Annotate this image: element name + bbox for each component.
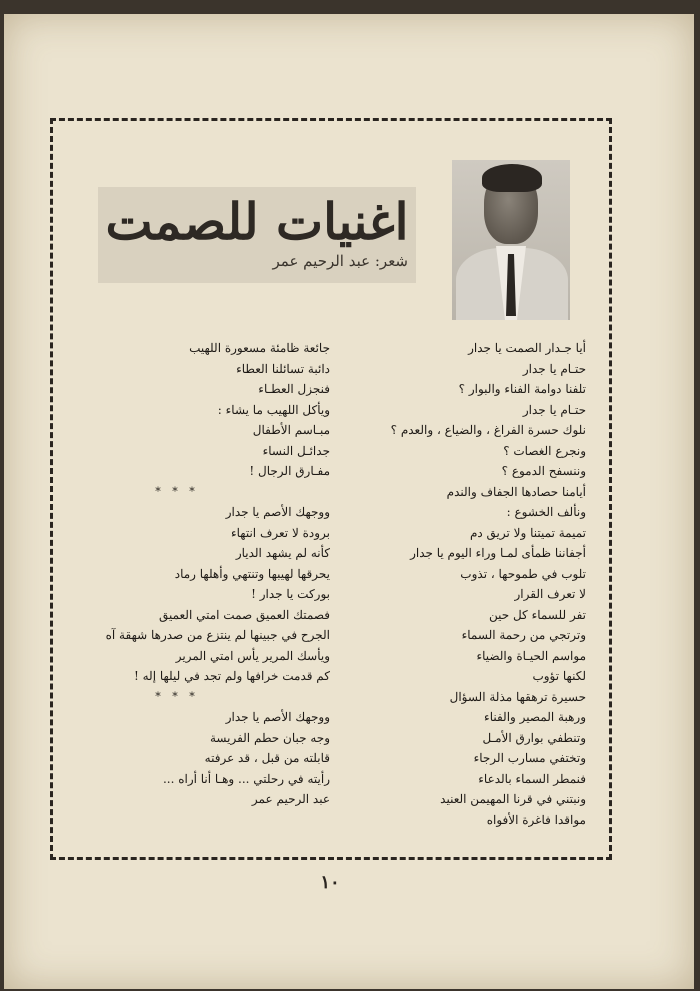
- poem-title: اغنيات للصمت: [105, 192, 409, 251]
- poem-line: مواقدا فاغرة الأفواه: [486, 812, 586, 827]
- poem-line: أيامنا حصادها الجفاف والندم: [446, 484, 586, 499]
- poem-line: وجه جبان حطم الفريسة: [209, 730, 330, 745]
- poem-line: تلوب في طموحها ، تذوب: [460, 566, 586, 581]
- poem-line: بوركت يا جدار !: [251, 587, 330, 601]
- poem-line: أجفاننا ظمأى لمـا وراء اليوم يا جدار: [410, 546, 586, 560]
- poem-line: كم قدمت خرافها ولم تجد في ليلها إله !: [133, 669, 330, 683]
- author-byline: شعر: عبد الرحيم عمر: [272, 252, 408, 270]
- poem-line: وتختفي مسارب الرجاء: [473, 751, 586, 765]
- poem-line: تلفنا دوامة الفناء والبوار ؟: [458, 382, 586, 396]
- poem-line: ونألف الخشوع :: [506, 505, 586, 519]
- poem-line: فصمتك العميق صمت امتي العميق: [158, 607, 330, 622]
- poem-line: عبد الرحيم عمر: [251, 792, 330, 806]
- poem-line: رأيته في رحلتي ... وهـا أنا أراه ...: [162, 771, 330, 786]
- poem-line: حسيرة ترهقها مذلة السؤال: [449, 689, 586, 704]
- poem-line: ويأكل اللهيب ما يشاء :: [217, 402, 330, 417]
- poem-line: أيا جـدار الصمت يا جدار: [468, 341, 586, 355]
- poem-line: لكنها تؤوب: [532, 669, 586, 683]
- poem-line: ويأسك المرير يأس امتي المرير: [175, 648, 330, 663]
- poem-line: وترتجي من رحمة السماء: [461, 628, 586, 642]
- title-block: [98, 187, 416, 283]
- poem-line: تفر للسماء كل حين: [488, 607, 586, 622]
- poem-line: حتـام يا جدار: [522, 361, 586, 376]
- poem-line: قابلته من قبل ، قد عرفته: [204, 751, 330, 765]
- poem-column-left: [84, 338, 330, 810]
- poem-line: ووجهك الأصم يا جدار: [225, 505, 330, 519]
- poem-line: ونبتني في قرنا المهيمن العنيد: [440, 792, 586, 806]
- page-number: ١٠: [320, 872, 340, 893]
- poem-line: جدائـل النساء: [262, 443, 330, 458]
- poem-line: ونجرع الغصات ؟: [503, 443, 586, 458]
- poem-line: ورهبة المصير والفناء: [484, 710, 586, 724]
- poem-line: تميمة تميتنا ولا تريق دم: [469, 525, 586, 540]
- poem-line: جائعة ظامئة مسعورة اللهيب: [189, 341, 330, 355]
- poem-line: لا تعرف القرار: [514, 587, 586, 601]
- stanza-divider: * * *: [155, 689, 199, 703]
- author-photo: [452, 160, 570, 320]
- poem-line: دائبة تسائلنا العطاء: [236, 361, 330, 376]
- poem-column-right: [356, 338, 586, 830]
- poem-line: مفـارق الرجال !: [249, 464, 330, 478]
- poem-line: فنمطر السماء بالدعاء: [478, 771, 586, 786]
- poem-line: كأنه لم يشهد الديار: [235, 546, 330, 560]
- poem-line: وتنطفي بوارق الأمـل: [482, 730, 586, 745]
- poem-line: حتـام يا جدار: [522, 402, 586, 417]
- poem-line: مواسم الحيـاة والضياء: [476, 648, 586, 663]
- stanza-divider: * * *: [155, 484, 199, 498]
- poem-line: يحرقها لهيبها وتنتهي وأهلها رماد: [174, 566, 330, 581]
- photo-hair: [482, 164, 542, 192]
- poem-line: الجرح في جبينها لم ينتزع من صدرها شهقة آه: [105, 628, 330, 642]
- poem-line: ووجهك الأصم يا جدار: [225, 710, 330, 724]
- poem-line: فنجزل العطـاء: [258, 382, 330, 396]
- poem-line: نلوك حسرة الفراغ ، والضياع ، والعدم ؟: [390, 423, 586, 437]
- poem-line: مبـاسم الأطفال: [252, 423, 330, 437]
- poem-line: برودة لا تعرف انتهاء: [231, 525, 330, 540]
- poem-line: وننسفح الدموع ؟: [501, 464, 586, 478]
